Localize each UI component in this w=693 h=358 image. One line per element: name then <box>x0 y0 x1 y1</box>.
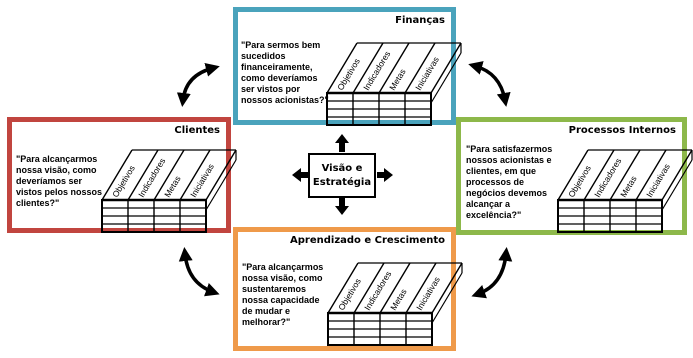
curved-arrow-bottom-right <box>478 254 506 294</box>
financas-title: Finanças <box>395 15 445 26</box>
financas-question-line: sucedidos <box>241 51 286 61</box>
visao-estrategia-box <box>308 153 376 198</box>
grid-column-label: Indicadores <box>362 269 394 313</box>
clientes-question-line: deveríamos ser <box>16 176 83 186</box>
center-line-1: Visão e <box>321 163 363 174</box>
processos-question-line: negócios devemos <box>466 188 548 198</box>
aprendizado-question-line: melhorar?" <box>242 317 291 327</box>
financas-question-line: "Para sermos bem <box>241 40 321 50</box>
grid-column-label: Metas <box>618 174 639 200</box>
aprendizado-question-line: "Para alcançarmos <box>242 262 324 272</box>
processos-question-line: excelência?" <box>466 210 522 220</box>
processos-title: Processos Internos <box>568 125 676 136</box>
center-arrow-up <box>335 134 349 152</box>
processos-question-line: "Para satisfazermos <box>466 144 553 154</box>
center-arrow-right <box>377 168 393 182</box>
clientes-question-line: clientes?" <box>16 198 60 208</box>
grid-column-label: Indicadores <box>136 156 168 200</box>
processos-question-line: clientes, em que <box>466 166 537 176</box>
center-line-2: Estratégia <box>312 177 372 188</box>
aprendizado-question-line: nossa visão, como <box>242 273 323 283</box>
processos-question-line: processos de <box>466 177 525 187</box>
center-arrow-down <box>335 198 349 215</box>
grid-column-label: Iniciativas <box>413 54 441 93</box>
grid-column-label: Indicadores <box>592 156 624 200</box>
grid-column-label: Objetivos <box>335 56 362 93</box>
grid-column-label: Indicadores <box>361 49 393 93</box>
financas-question-line: ser vistos por <box>241 84 301 94</box>
center-arrow-left <box>292 168 308 182</box>
processos-question-line: nossos acionistas e <box>466 155 552 165</box>
grid-column-label: Iniciativas <box>414 274 442 313</box>
grid-column-label: Objetivos <box>110 163 137 200</box>
grid-column-label: Objetivos <box>336 276 363 313</box>
curved-arrow-top-right <box>475 66 505 100</box>
grid-column-label: Iniciativas <box>644 161 672 200</box>
aprendizado-question-line: nossa capacidade <box>242 295 320 305</box>
grid-column-label: Metas <box>388 287 409 313</box>
aprendizado-question-line: de mudar e <box>242 306 291 316</box>
curved-arrow-top-left <box>183 68 213 100</box>
clientes-question-line: vistos pelos nossos <box>16 187 103 197</box>
curved-arrow-bottom-left <box>185 254 213 292</box>
clientes-question-line: nossa visão, como <box>16 165 97 175</box>
clientes-title: Clientes <box>174 125 220 136</box>
financas-question-line: nossos acionistas?" <box>241 95 329 105</box>
processos-question-line: alcançar a <box>466 199 511 209</box>
grid-column-label: Iniciativas <box>188 161 216 200</box>
clientes-question-line: "Para alcançarmos <box>16 154 98 164</box>
aprendizado-question-line: sustentaremos <box>242 284 307 294</box>
grid-column-label: Metas <box>162 174 183 200</box>
aprendizado-title: Aprendizado e Crescimento <box>290 235 445 246</box>
grid-column-label: Objetivos <box>566 163 593 200</box>
grid-column-label: Metas <box>387 67 408 93</box>
financas-question-line: como deveríamos <box>241 73 318 83</box>
financas-question-line: financeiramente, <box>241 62 313 72</box>
